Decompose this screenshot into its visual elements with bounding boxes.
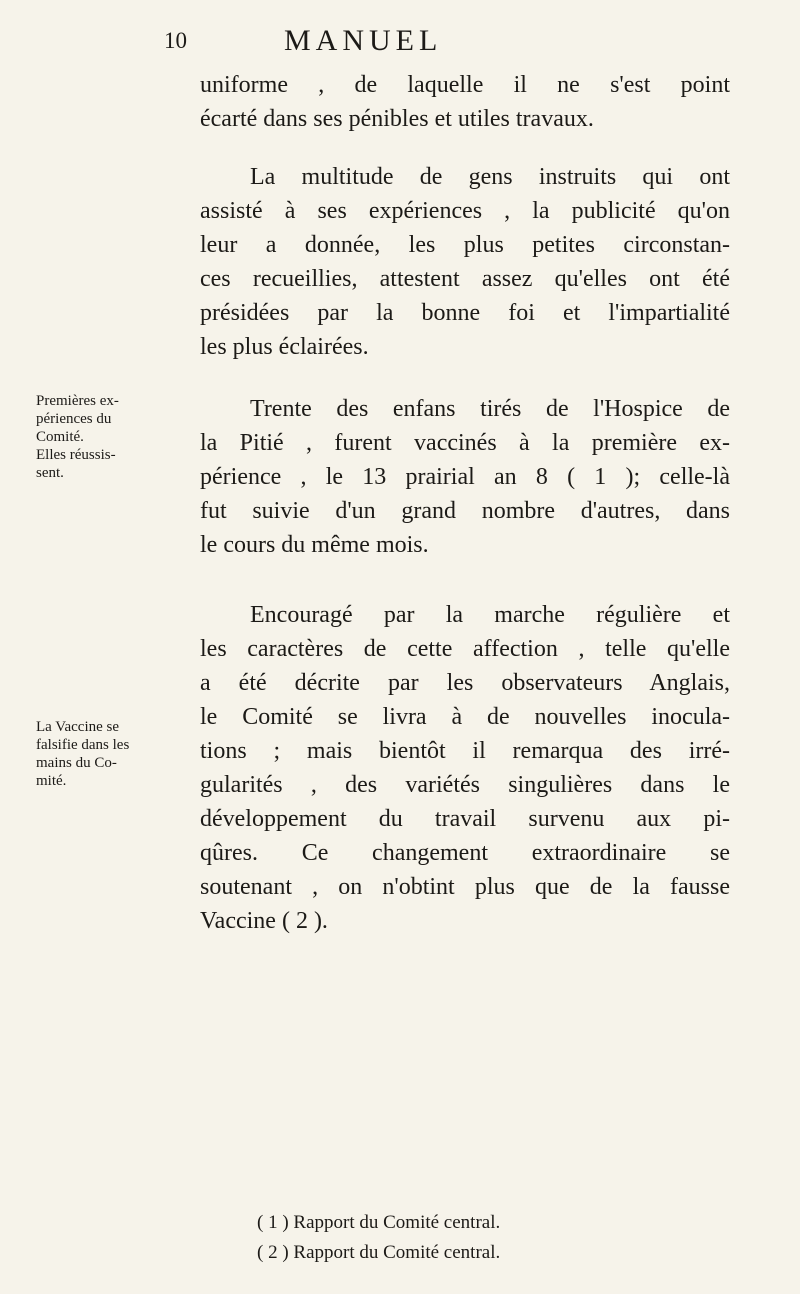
text-line: écarté dans ses pénibles et utiles travaux. bbox=[200, 106, 594, 132]
margin-note-line: Premières ex- bbox=[36, 393, 119, 409]
text-line: Encouragé par la marche régulière et bbox=[250, 602, 730, 628]
margin-note-line: mains du Co- bbox=[36, 755, 117, 771]
text-line: le Comité se livra à de nouvelles inocula- bbox=[200, 704, 730, 730]
text-line: qûres. Ce changement extraordinaire se bbox=[200, 840, 730, 866]
text-line: assisté à ses expériences , la publicité qu'on bbox=[200, 198, 730, 224]
running-title: MANUEL bbox=[284, 24, 443, 57]
margin-note-line: périences du bbox=[36, 411, 112, 427]
text-line: présidées par la bonne foi et l'impartialité bbox=[200, 300, 730, 326]
text-line: uniforme , de laquelle il ne s'est point bbox=[200, 72, 730, 98]
text-line: gularités , des variétés singulières dans le bbox=[200, 772, 730, 798]
margin-note-line: falsifie dans les bbox=[36, 737, 130, 753]
text-line: Vaccine ( 2 ). bbox=[200, 908, 328, 934]
page-header bbox=[164, 24, 724, 62]
text-line: tions ; mais bientôt il remarqua des irré- bbox=[200, 738, 730, 764]
page-number: 10 bbox=[164, 28, 187, 53]
text-line: développement du travail survenu aux pi- bbox=[200, 806, 730, 832]
margin-note-line: mité. bbox=[36, 773, 67, 789]
text-line: les caractères de cette affection , telle qu'elle bbox=[200, 636, 730, 662]
footnote: ( 2 ) Rapport du Comité central. bbox=[257, 1242, 501, 1263]
text-line: ces recueillies, attestent assez qu'elles ont été bbox=[200, 266, 730, 292]
text-line: soutenant , on n'obtint plus que de la fausse bbox=[200, 874, 730, 900]
text-line: les plus éclairées. bbox=[200, 334, 369, 360]
text-line: La multitude de gens instruits qui ont bbox=[250, 164, 730, 190]
text-line: leur a donnée, les plus petites circonstan- bbox=[200, 232, 730, 258]
margin-note-line: sent. bbox=[36, 465, 64, 481]
margin-note-line: Elles réussis- bbox=[36, 447, 116, 463]
text-line: fut suivie d'un grand nombre d'autres, dans bbox=[200, 498, 730, 524]
text-line: a été décrite par les observateurs Anglais, bbox=[200, 670, 730, 696]
margin-note-line: Comité. bbox=[36, 429, 84, 445]
text-line: le cours du même mois. bbox=[200, 532, 429, 558]
text-line: Trente des enfans tirés de l'Hospice de bbox=[250, 396, 730, 422]
margin-note-line: La Vaccine se bbox=[36, 719, 120, 735]
footnote: ( 1 ) Rapport du Comité central. bbox=[257, 1212, 501, 1233]
text-line: la Pitié , furent vaccinés à la première ex- bbox=[200, 430, 730, 456]
text-line: périence , le 13 prairial an 8 ( 1 ); celle-là bbox=[200, 464, 730, 490]
